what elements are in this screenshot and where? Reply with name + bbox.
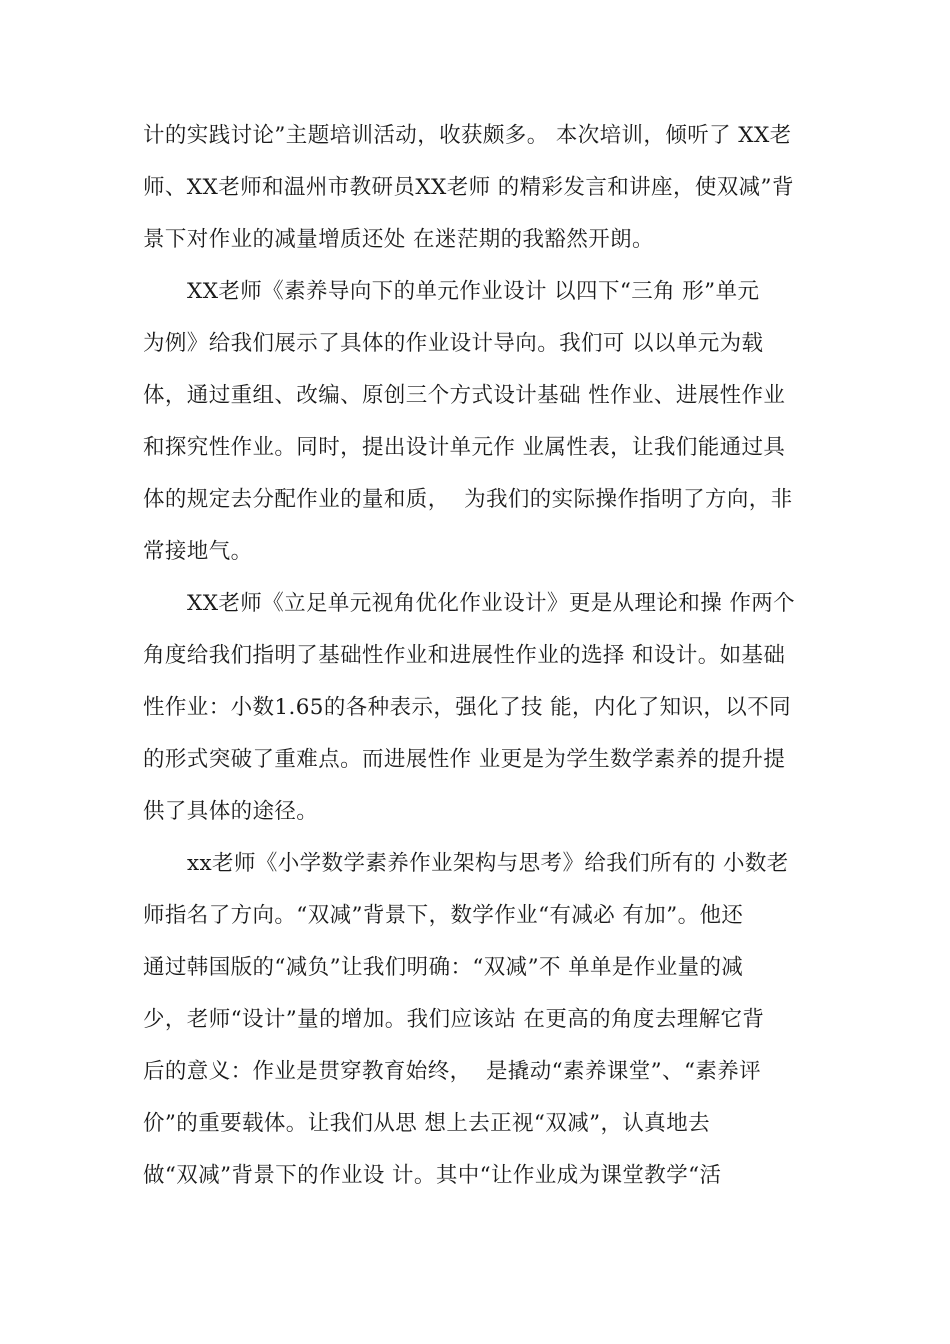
text-line: 计的实践讨论”主题培训活动，收获颇多。 本次培训，倾听了 XX老	[143, 123, 792, 148]
text-line: xx老师《小学数学素养作业架构与思考》给我们所有的 小数老	[187, 851, 789, 876]
paragraph-2	[143, 266, 843, 578]
text-line: XX老师《素养导向下的单元作业设计 以四下“三角 形”单元	[187, 279, 760, 304]
text-line: 的形式突破了重难点。而进展性作 业更是为学生数学素养的提升提	[143, 747, 786, 772]
text-line: 后的意义：作业是贯穿教育始终， 是撬动“素养课堂”、“素养评	[143, 1059, 762, 1084]
text-line: 为例》给我们展示了具体的作业设计导向。我们可 以以单元为载	[143, 331, 764, 356]
text-line: 通过韩国版的“减负”让我们明确：“双减”不 单单是作业量的减	[143, 955, 744, 980]
text-line: 做“双减”背景下的作业设 计。其中“让作业成为课堂教学“活	[143, 1163, 722, 1188]
text-line: 景下对作业的减量增质还处 在迷茫期的我豁然开朗。	[143, 227, 654, 252]
text-line: 师指名了方向。“双减”背景下，数学作业“有减必 有加”。他还	[143, 903, 744, 928]
text-line: 性作业：小数1.65的各种表示，强化了技 能，内化了知识，以不同	[143, 695, 792, 720]
text-line: 角度给我们指明了基础性作业和进展性作业的选择 和设计。如基础	[143, 643, 786, 668]
paragraph-3	[143, 578, 843, 838]
text-line: XX老师《立足单元视角优化作业设计》更是从理论和操 作两个	[187, 591, 796, 616]
text-line: 价”的重要载体。让我们从思 想上去正视“双减”，认真地去	[143, 1111, 711, 1136]
text-line: 体，通过重组、改编、原创三个方式设计基础 性作业、进展性作业	[143, 383, 786, 408]
paragraph-1	[143, 110, 843, 266]
text-line: 师、XX老师和温州市教研员XX老师 的精彩发言和讲座，使双减”背	[143, 175, 794, 200]
text-line: 供了具体的途径。	[143, 799, 319, 824]
text-line: 少，老师“设计”量的增加。我们应该站 在更高的角度去理解它背	[143, 1007, 765, 1032]
document-body	[143, 110, 843, 1202]
text-line: 常接地气。	[143, 539, 253, 564]
text-line: 和探究性作业。同时，提出设计单元作 业属性表，让我们能通过具	[143, 435, 786, 460]
paragraph-4	[143, 838, 843, 1202]
text-line: 体的规定去分配作业的量和质， 为我们的实际操作指明了方向，非	[143, 487, 793, 512]
